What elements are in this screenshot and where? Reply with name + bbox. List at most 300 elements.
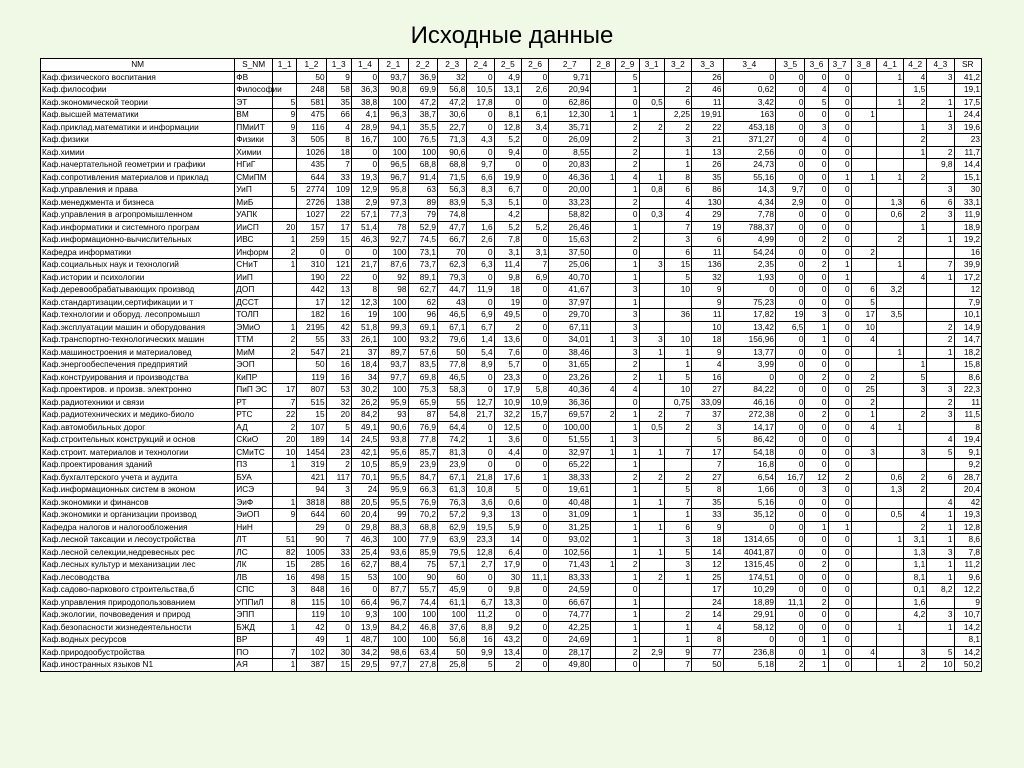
value-cell: 62 [408, 296, 437, 309]
value-cell: 5 [927, 446, 954, 459]
value-cell [639, 459, 664, 472]
value-cell: 2 [776, 659, 805, 672]
value-cell: 8,8 [467, 621, 494, 634]
value-cell [876, 584, 903, 597]
value-cell: 1 [616, 509, 639, 522]
table-row [41, 359, 982, 372]
value-cell: 98,6 [379, 646, 408, 659]
value-cell: 9,2 [494, 621, 521, 634]
value-cell: 310 [297, 259, 326, 272]
value-cell: 644 [297, 509, 326, 522]
value-cell: 10 [664, 284, 691, 297]
value-cell: 10 [326, 609, 351, 622]
value-cell: 0 [805, 271, 828, 284]
value-cell: 26,09 [549, 134, 591, 147]
value-cell: 14,2 [954, 621, 981, 634]
department-name-cell: Каф.транспортно-технологических машин [41, 334, 235, 347]
value-cell: 13,77 [723, 346, 776, 359]
department-name-cell: Каф.садово-паркового строительства,б [41, 584, 235, 597]
value-cell: 40,48 [549, 496, 591, 509]
value-cell: 3,1 [494, 246, 521, 259]
value-cell: 79,3 [437, 271, 466, 284]
value-cell: 99 [379, 509, 408, 522]
value-cell: 1 [805, 634, 828, 647]
value-cell: 87 [408, 409, 437, 422]
value-cell: 26 [692, 71, 724, 84]
value-cell: 1 [639, 346, 664, 359]
value-cell: 1 [927, 571, 954, 584]
value-cell [591, 396, 616, 409]
value-cell [591, 521, 616, 534]
value-cell: 1 [927, 271, 954, 284]
value-cell: 1 [927, 621, 954, 634]
value-cell: 63 [408, 184, 437, 197]
value-cell: 63,9 [437, 534, 466, 547]
value-cell: 30 [326, 646, 351, 659]
value-cell: 0 [521, 559, 548, 572]
value-cell: 547 [297, 346, 326, 359]
value-cell: 4 [904, 71, 927, 84]
column-header: 1_2 [297, 59, 326, 72]
value-cell: 37 [351, 346, 378, 359]
value-cell: 9,8 [927, 159, 954, 172]
value-cell: 4 [805, 134, 828, 147]
value-cell: 15 [273, 559, 297, 572]
value-cell: 0 [326, 621, 351, 634]
value-cell: 0 [828, 134, 851, 147]
short-name-cell: ЛТ [235, 534, 273, 547]
value-cell [851, 84, 876, 97]
value-cell: 47,7 [437, 221, 466, 234]
value-cell: 0 [521, 634, 548, 647]
department-name-cell: Каф.химии [41, 146, 235, 159]
value-cell: 67,11 [549, 321, 591, 334]
value-cell: 31,25 [549, 521, 591, 534]
value-cell: 2 [805, 234, 828, 247]
value-cell: 1454 [297, 446, 326, 459]
value-cell: 7 [692, 459, 724, 472]
department-name-cell: Каф.физического воспитания [41, 71, 235, 84]
value-cell: 0 [776, 221, 805, 234]
value-cell: 9 [664, 646, 691, 659]
value-cell: 7,78 [723, 209, 776, 222]
value-cell [591, 621, 616, 634]
table-body [41, 71, 982, 671]
value-cell: 1 [616, 109, 639, 122]
value-cell: 8 [664, 171, 691, 184]
value-cell: 46,36 [549, 171, 591, 184]
value-cell: 90,6 [379, 421, 408, 434]
value-cell: 2,6 [521, 84, 548, 97]
value-cell: 75 [408, 559, 437, 572]
value-cell: 0 [776, 84, 805, 97]
value-cell [664, 459, 691, 472]
value-cell [591, 309, 616, 322]
value-cell [904, 184, 927, 197]
value-cell: 12,8 [494, 121, 521, 134]
value-cell: 67,1 [437, 471, 466, 484]
value-cell: 7 [664, 496, 691, 509]
value-cell: 57,1 [351, 209, 378, 222]
value-cell: 5,8 [521, 384, 548, 397]
value-cell [876, 321, 903, 334]
value-cell [591, 221, 616, 234]
value-cell: 100 [437, 609, 466, 622]
value-cell: 6,4 [494, 546, 521, 559]
value-cell [927, 309, 954, 322]
value-cell: 0 [723, 284, 776, 297]
table-row [41, 409, 982, 422]
value-cell: 2 [904, 521, 927, 534]
value-cell: 0 [776, 209, 805, 222]
value-cell: 0 [828, 546, 851, 559]
value-cell: 3 [616, 321, 639, 334]
value-cell: 31,65 [549, 359, 591, 372]
value-cell: 11,1 [776, 596, 805, 609]
value-cell [927, 371, 954, 384]
value-cell: 1 [616, 596, 639, 609]
value-cell: 11,4 [494, 259, 521, 272]
value-cell: 11,9 [954, 209, 981, 222]
value-cell [639, 534, 664, 547]
value-cell: 68,8 [408, 159, 437, 172]
value-cell: 2 [927, 321, 954, 334]
value-cell [851, 121, 876, 134]
column-header: 2_8 [591, 59, 616, 72]
value-cell: 54,18 [723, 446, 776, 459]
value-cell: 117 [326, 471, 351, 484]
value-cell: 100 [379, 609, 408, 622]
value-cell: 0 [494, 459, 521, 472]
value-cell [639, 596, 664, 609]
value-cell: 0 [805, 159, 828, 172]
value-cell [639, 271, 664, 284]
value-cell: 0 [616, 209, 639, 222]
value-cell: 10,8 [467, 484, 494, 497]
value-cell: 93 [379, 409, 408, 422]
value-cell [876, 134, 903, 147]
value-cell: 35,71 [549, 121, 591, 134]
value-cell [876, 596, 903, 609]
value-cell [876, 146, 903, 159]
value-cell: 17,5 [954, 96, 981, 109]
value-cell: 0 [776, 134, 805, 147]
value-cell: 7 [664, 446, 691, 459]
value-cell: 1 [927, 96, 954, 109]
value-cell [876, 159, 903, 172]
value-cell: 22,7 [437, 121, 466, 134]
value-cell: 15 [664, 259, 691, 272]
value-cell: 1 [927, 534, 954, 547]
value-cell: 6 [664, 521, 691, 534]
value-cell: 5 [616, 71, 639, 84]
value-cell [851, 571, 876, 584]
value-cell: 22 [326, 209, 351, 222]
value-cell: 0 [467, 121, 494, 134]
value-cell: 11,9 [467, 284, 494, 297]
value-cell: 0 [828, 634, 851, 647]
value-cell: 10 [927, 659, 954, 672]
short-name-cell: Философии [236, 84, 282, 94]
value-cell: 29 [297, 521, 326, 534]
value-cell: 2 [876, 234, 903, 247]
value-cell: 4,2 [494, 209, 521, 222]
column-header: 3_7 [828, 59, 851, 72]
value-cell: 12 [954, 284, 981, 297]
value-cell: 2 [904, 659, 927, 672]
value-cell: 2,25 [664, 109, 691, 122]
value-cell: 3 [616, 346, 639, 359]
value-cell: 157 [297, 221, 326, 234]
value-cell: 9 [326, 71, 351, 84]
department-name-cell: Кафедра налогов и налогообложения [41, 521, 235, 534]
value-cell: 0 [776, 71, 805, 84]
value-cell: 2 [805, 559, 828, 572]
value-cell: 2 [805, 596, 828, 609]
department-name-cell: Каф.социальных наук и технологий [41, 259, 235, 272]
department-name-cell: Каф.высшей математики [41, 109, 235, 122]
department-name-cell: Каф.лесных культур и механизации лес [41, 559, 235, 572]
value-cell: 3,99 [723, 359, 776, 372]
value-cell: 9 [692, 346, 724, 359]
value-cell: 1 [876, 534, 903, 547]
value-cell: 14,4 [954, 159, 981, 172]
value-cell [591, 184, 616, 197]
value-cell: 17,6 [494, 471, 521, 484]
value-cell: 43 [437, 296, 466, 309]
value-cell: 12 [805, 471, 828, 484]
value-cell: 6 [904, 196, 927, 209]
value-cell: 46,5 [437, 371, 466, 384]
department-name-cell: Каф.лесоводства [41, 571, 235, 584]
value-cell: 1 [664, 146, 691, 159]
value-cell: 0 [828, 321, 851, 334]
value-cell: 79,6 [437, 334, 466, 347]
value-cell: 2 [927, 334, 954, 347]
value-cell [851, 96, 876, 109]
value-cell: 66 [326, 109, 351, 122]
value-cell: 7 [273, 396, 297, 409]
value-cell: 7,8 [494, 234, 521, 247]
value-cell [904, 421, 927, 434]
value-cell: 0 [776, 96, 805, 109]
value-cell: 29,8 [351, 521, 378, 534]
value-cell: 0 [521, 359, 548, 372]
value-cell: 9 [273, 509, 297, 522]
table-row [41, 71, 982, 84]
value-cell: 84,2 [379, 621, 408, 634]
value-cell: 1 [616, 296, 639, 309]
value-cell: 33,23 [549, 196, 591, 209]
value-cell: 0 [805, 109, 828, 122]
value-cell: 74,4 [408, 596, 437, 609]
value-cell: 2 [664, 609, 691, 622]
value-cell: 100 [408, 609, 437, 622]
value-cell: 0,75 [664, 396, 691, 409]
value-cell: 34 [351, 371, 378, 384]
value-cell [639, 509, 664, 522]
value-cell: 1 [664, 621, 691, 634]
value-cell: 2 [664, 421, 691, 434]
value-cell: 0 [805, 446, 828, 459]
value-cell [591, 534, 616, 547]
value-cell: 19,6 [954, 121, 981, 134]
value-cell: 90 [297, 534, 326, 547]
value-cell: 0 [828, 284, 851, 297]
table-row [41, 646, 982, 659]
table-row [41, 209, 982, 222]
value-cell: 0 [828, 184, 851, 197]
value-cell: 0 [521, 196, 548, 209]
value-cell: 9,8 [494, 584, 521, 597]
value-cell: 17 [326, 221, 351, 234]
value-cell: 2,9 [776, 196, 805, 209]
value-cell: 17 [297, 296, 326, 309]
value-cell: 0 [521, 421, 548, 434]
value-cell: 5 [273, 96, 297, 109]
value-cell: 90,6 [437, 146, 466, 159]
department-name-cell: Каф.стандартизации,сертификации и т [41, 296, 235, 309]
value-cell: 93,2 [408, 334, 437, 347]
value-cell: 25,8 [437, 659, 466, 672]
department-name-cell: Каф.экономики и финансов [41, 496, 235, 509]
value-cell: 1,1 [904, 559, 927, 572]
value-cell: 7 [326, 159, 351, 172]
value-cell: 32 [437, 71, 466, 84]
value-cell: 1 [591, 434, 616, 447]
value-cell: 1,6 [904, 596, 927, 609]
value-cell [591, 359, 616, 372]
value-cell: 9,7 [467, 159, 494, 172]
value-cell [851, 71, 876, 84]
column-header: 2_7 [549, 59, 591, 72]
value-cell [591, 609, 616, 622]
value-cell: 61,3 [437, 484, 466, 497]
value-cell [927, 421, 954, 434]
value-cell: 5 [326, 421, 351, 434]
value-cell [639, 384, 664, 397]
value-cell: 4 [851, 646, 876, 659]
short-name-cell: БУА [235, 471, 273, 484]
department-name-cell: Каф.экономической теории [41, 96, 235, 109]
value-cell [639, 134, 664, 147]
value-cell [851, 434, 876, 447]
value-cell: 2 [805, 371, 828, 384]
value-cell: 1 [616, 221, 639, 234]
value-cell [851, 271, 876, 284]
value-cell: 0 [805, 171, 828, 184]
value-cell: 2 [616, 134, 639, 147]
value-cell: 86 [692, 184, 724, 197]
value-cell: 12,9 [351, 184, 378, 197]
value-cell: 1,5 [904, 84, 927, 97]
value-cell: 54,24 [723, 246, 776, 259]
value-cell [876, 84, 903, 97]
value-cell: 5,4 [467, 346, 494, 359]
value-cell: 12,7 [467, 396, 494, 409]
value-cell: 5,18 [723, 659, 776, 672]
column-header: 3_1 [639, 59, 664, 72]
value-cell: 3 [692, 421, 724, 434]
value-cell [876, 521, 903, 534]
value-cell [851, 621, 876, 634]
value-cell: 1 [591, 171, 616, 184]
value-cell: 0 [805, 496, 828, 509]
value-cell: 73,7 [408, 259, 437, 272]
value-cell: 0 [521, 621, 548, 634]
value-cell: 0 [521, 534, 548, 547]
value-cell: 3 [664, 234, 691, 247]
value-cell: 3 [805, 484, 828, 497]
department-name-cell: Каф.радиотехники и связи [41, 396, 235, 409]
value-cell [904, 246, 927, 259]
value-cell: 37,50 [549, 246, 591, 259]
value-cell: 84,7 [408, 471, 437, 484]
short-name-cell: УиП [235, 184, 273, 197]
value-cell: 17 [851, 309, 876, 322]
table-row [41, 571, 982, 584]
table-row [41, 134, 982, 147]
value-cell: 11,7 [954, 146, 981, 159]
value-cell: 0 [828, 459, 851, 472]
value-cell: 20,83 [549, 159, 591, 172]
column-header: 2_5 [494, 59, 521, 72]
value-cell: 5 [664, 546, 691, 559]
value-cell: 89 [408, 196, 437, 209]
value-cell: 3,6 [467, 496, 494, 509]
value-cell: 7 [927, 259, 954, 272]
value-cell: 21,7 [351, 259, 378, 272]
value-cell: 49,1 [351, 421, 378, 434]
value-cell: 6 [927, 196, 954, 209]
value-cell: 9,2 [954, 459, 981, 472]
value-cell: 92,7 [379, 234, 408, 247]
column-header: 2_9 [616, 59, 639, 72]
department-name-cell: Каф.лесной селекции,недревесных рес [41, 546, 235, 559]
value-cell [904, 309, 927, 322]
value-cell [927, 246, 954, 259]
value-cell: 5 [664, 371, 691, 384]
value-cell [927, 221, 954, 234]
department-name-cell: Каф.философии [41, 84, 235, 97]
value-cell: 0 [467, 109, 494, 122]
value-cell: 1026 [297, 146, 326, 159]
value-cell: 56,8 [437, 634, 466, 647]
value-cell [876, 109, 903, 122]
value-cell [904, 634, 927, 647]
value-cell: 2 [904, 484, 927, 497]
column-header: 3_6 [805, 59, 828, 72]
value-cell [904, 321, 927, 334]
table-header [41, 59, 982, 72]
value-cell [876, 334, 903, 347]
value-cell [851, 159, 876, 172]
value-cell: 2 [273, 346, 297, 359]
value-cell: 18 [494, 284, 521, 297]
table-row [41, 159, 982, 172]
value-cell: 0 [467, 371, 494, 384]
value-cell [664, 296, 691, 309]
value-cell: 13,3 [494, 596, 521, 609]
value-cell: 17 [692, 584, 724, 597]
department-name-cell: Каф.начертательной геометрии и графики [41, 159, 235, 172]
value-cell: 14,9 [954, 321, 981, 334]
value-cell: 24,4 [954, 109, 981, 122]
value-cell: 100 [379, 134, 408, 147]
value-cell: 0,5 [639, 421, 664, 434]
value-cell: 1 [876, 421, 903, 434]
value-cell: 1 [664, 571, 691, 584]
